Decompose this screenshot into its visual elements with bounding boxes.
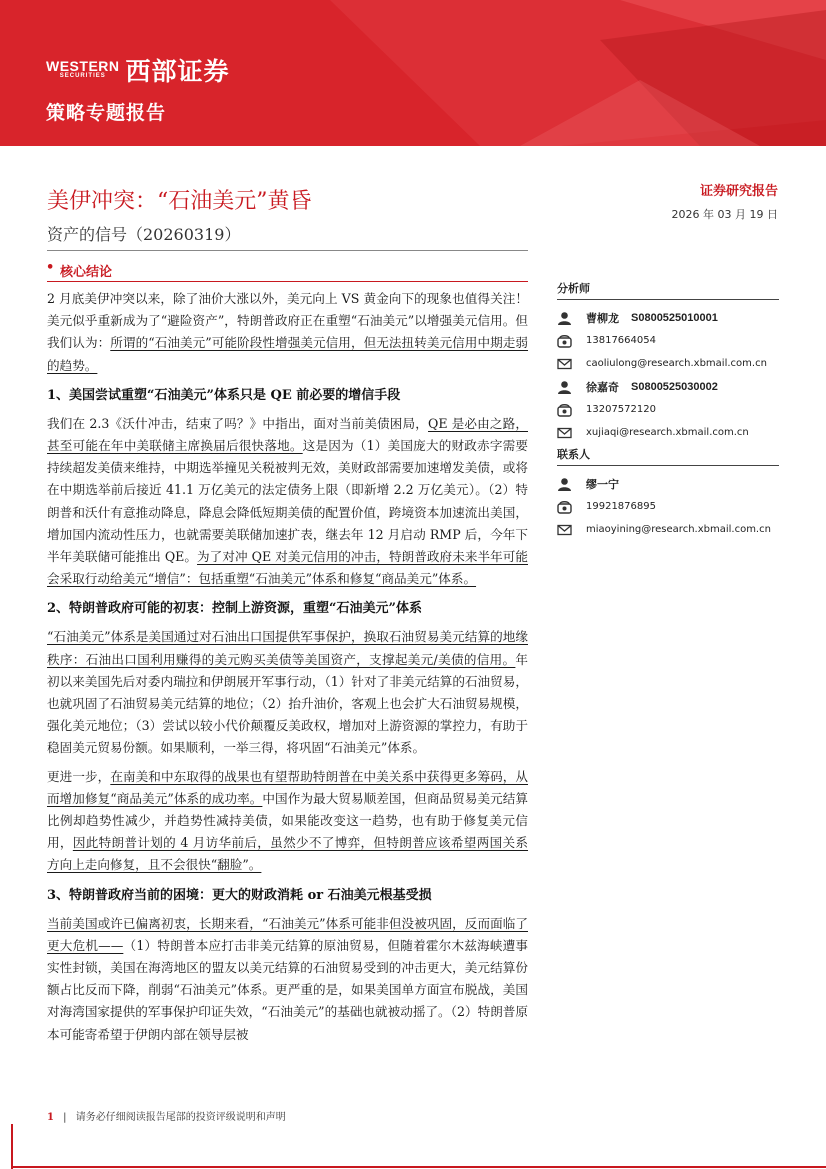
analyst-2-name-row bbox=[557, 375, 779, 398]
report-body bbox=[47, 288, 528, 1052]
mail-icon bbox=[557, 357, 572, 371]
logo-en-sub: SECURITIES bbox=[59, 73, 106, 79]
page-number: 1 bbox=[47, 1112, 54, 1123]
analyst-1-email-row bbox=[557, 352, 779, 375]
sidebar-contacts bbox=[557, 280, 779, 541]
analyst-2-name: 徐嘉奇 bbox=[586, 380, 619, 394]
s2p2-text-b: 中国作为最大贸易顺差国，但商品贸易美元结算比例却趋势性减少，并趋势性减持美债，如果能改变这一趋势，也有助于修复美元信用， bbox=[47, 790, 528, 851]
s1-text-a: 我们在 2.3《沃什冲击，结束了吗？》中指出，面对当前美债困局， bbox=[47, 415, 429, 431]
s3-text: （1）特朗普本应打击非美元结算的原油贸易，但随着霍尔木兹海峡遭事实性封锁，美国在海湾地区的盟友以美元结算的石油贸易受到的冲击更大，美元结算份额占比反而下降，削弱“石油美元”体系。更严重的是，如果美国单方面宣布脱战，美国对海湾国家提供的军事保护印证失效，“石油美元”的基础也就被动摇了。（2）特朗普原本可能寄希望于伊朗内部在领导层被 bbox=[47, 937, 528, 1042]
logo-chinese: 西部证券 bbox=[125, 57, 230, 86]
analyst-1-cert: S0800525010001 bbox=[631, 311, 718, 324]
mail-icon bbox=[557, 523, 572, 537]
s2p2-underlined-a: 在南美和中东取得的战果也有望帮助特朗普在中美关系中获得更多筹码，从而增加修复“商品美元”体系的成功率。 bbox=[47, 768, 529, 806]
analyst-heading: 分析师 bbox=[557, 280, 779, 300]
section-3-paragraph bbox=[47, 913, 528, 1046]
analyst-1-email[interactable]: caoliulong@research.xbmail.com.cn bbox=[586, 358, 767, 369]
contact-email-row bbox=[557, 518, 779, 541]
footer-corner-mark bbox=[0, 1124, 13, 1169]
banner-title: 策略专题报告 bbox=[46, 102, 167, 124]
title-divider bbox=[47, 250, 528, 251]
mail-icon bbox=[557, 426, 572, 440]
intro-text: 2 月底美伊冲突以来，除了油价大涨以外，美元向上 VS 黄金向下的现象也值得关注！美元似乎重新成为了“避险资产”，特朗普政府正在重塑“石油美元”以增强美元信用。但我们认为： bbox=[47, 291, 528, 351]
footer-separator: | bbox=[63, 1112, 67, 1123]
phone-icon bbox=[557, 334, 572, 348]
analyst-2-cert: S0800525030002 bbox=[631, 380, 718, 393]
contact-name: 缪一宁 bbox=[586, 477, 619, 491]
analyst-1-phone-row bbox=[557, 329, 779, 352]
s2p2-underlined-b: 因此特朗普计划的 4 月访华前后，虽然少不了博弈，但特朗普应该希望两国关系方向上走向修复，且不会很快“翻脸”。 bbox=[47, 835, 529, 873]
page-footer bbox=[47, 1108, 286, 1123]
s1-underlined-b: 为了对冲 QE 对美元信用的冲击，特朗普政府未来半年可能会采取行动给美元“增信”：包括重塑“石油美元”体系和修复“商品美元”体系。 bbox=[47, 549, 528, 587]
analyst-1-name: 曹柳龙 bbox=[586, 311, 619, 325]
core-conclusion-heading: • 核心结论 bbox=[60, 261, 112, 280]
s1-underlined-a: QE 是必由之路，甚至可能在年中美联储主席换届后很快落地。 bbox=[47, 415, 528, 454]
s1-text-b: 这是因为（1）美国庞大的财政赤字需要持续超发美债来维持，中期选举撞见关税被判无效，美财政部需要加速增发美债，或将在中期选举前后接近 41.1 万亿美元的法定债务上限（即新增 2.2 万亿美元）。（2）特朗普和沃什有意推动降息，降息会降低短期美债的配置价值，跨境资本加速流出美国，增加国内流动性压力，也就需要美联储加速扩表，继去年 12 月启动 RMP 后，今年下半年美联储可能推出 QE。 bbox=[47, 438, 529, 565]
report-type: 证券研究报告 bbox=[699, 184, 778, 199]
contact-phone-row bbox=[557, 495, 779, 518]
s2-text: 年初以来美国先后对委内瑞拉和伊朗展开军事行动，（1）针对了非美元结算的石油贸易，也就巩固了石油贸易美元结算的地位；（2）抬升油价，客观上也会扩大石油贸易规模，强化美元地位；（3）尝试以较小代价颠覆反美政权，增加对上游资源的掌控力，有助于稳固美元贸易份额。如果顺利，一举三得，将巩固“石油美元”体系。 bbox=[47, 651, 528, 756]
analyst-2-phone: 13207572120 bbox=[586, 404, 656, 415]
intro-underlined: 所谓的“石油美元”可能阶段性增强美元信用，但无法扭转美元信用中期走弱的趋势。 bbox=[47, 335, 529, 373]
report-subtitle: 资产的信号（20260319） bbox=[47, 225, 241, 244]
s2-underlined: “石油美元”体系是美国通过对石油出口国提供军事保护，换取石油贸易美元结算的地缘秩序：石油出口国利用赚得的美元购买美债等美国资产，支撑起美元/美债的信用。 bbox=[47, 629, 528, 667]
footer-disclaimer: 请务必仔细阅读报告尾部的投资评级说明和声明 bbox=[75, 1112, 286, 1123]
section-2-paragraph-1 bbox=[47, 626, 528, 759]
company-logo bbox=[46, 52, 230, 88]
analyst-2-email[interactable]: xujiaqi@research.xbmail.com.cn bbox=[586, 427, 749, 438]
contact-email[interactable]: miaoyining@research.xbmail.com.cn bbox=[586, 524, 771, 535]
section-2-paragraph-2 bbox=[47, 766, 528, 877]
logo-english bbox=[46, 60, 120, 80]
section-2-heading: 2、特朗普政府可能的初衷：控制上游资源，重塑“石油美元”体系 bbox=[47, 601, 423, 617]
footer-line bbox=[11, 1166, 826, 1168]
logo-en-text: WESTERN bbox=[46, 58, 120, 74]
intro-paragraph bbox=[47, 288, 528, 377]
report-date: 2026 年 03 月 19 日 bbox=[671, 208, 778, 221]
analyst-2-email-row bbox=[557, 421, 779, 444]
section-3-heading: 3、特朗普政府当前的困境：更大的财政消耗 or 石油美元根基受损 bbox=[47, 887, 432, 903]
person-icon bbox=[557, 311, 572, 325]
contact-heading: 联系人 bbox=[557, 446, 779, 466]
phone-icon bbox=[557, 403, 572, 417]
contact-name-row bbox=[557, 472, 779, 495]
header-banner bbox=[0, 0, 826, 146]
section-1-heading: 1、美国尝试重塑“石油美元”体系只是 QE 前必要的增信手段 bbox=[47, 387, 401, 403]
phone-icon bbox=[557, 500, 572, 514]
core-divider bbox=[47, 281, 528, 282]
contact-phone: 19921876895 bbox=[586, 501, 656, 512]
section-1-paragraph bbox=[47, 413, 528, 591]
analyst-1-name-row bbox=[557, 306, 779, 329]
s3-underlined: 当前美国或许已偏离初衷，长期来看，“石油美元”体系可能非但没被巩固，反而面临了更大危机—— bbox=[47, 915, 528, 953]
report-title: 美伊冲突：“石油美元”黄昏 bbox=[47, 189, 312, 214]
person-icon bbox=[557, 380, 572, 394]
analyst-1-phone: 13817664054 bbox=[586, 335, 656, 346]
analyst-2-phone-row bbox=[557, 398, 779, 421]
person-icon bbox=[557, 477, 572, 491]
s2p2-text-a: 更进一步， bbox=[47, 768, 111, 784]
